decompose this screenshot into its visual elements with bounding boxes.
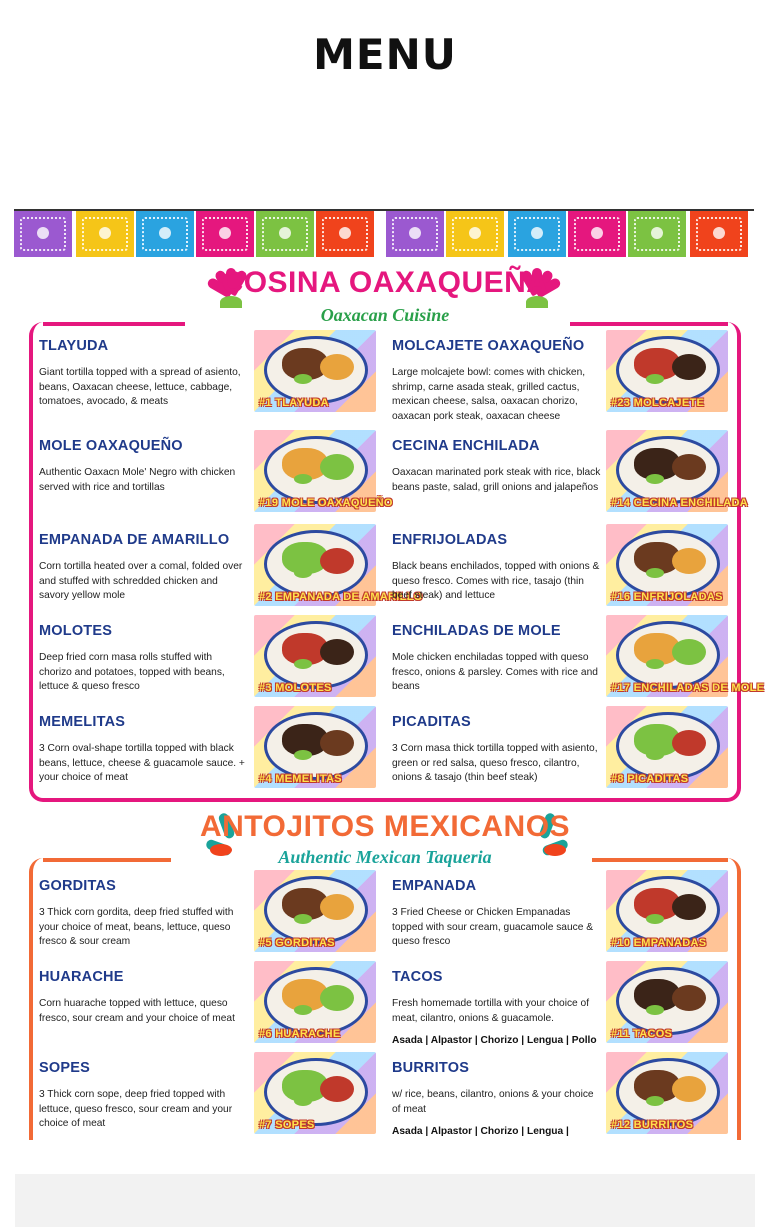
photo-caption: #2 EMPANADA DE AMARILLO (259, 591, 423, 603)
photo-caption: #17 ENCHILADAS DE MOLE (611, 682, 765, 694)
menu-item-name: TLAYUDA (39, 338, 109, 354)
menu-item-name: ENFRIJOLADAS (392, 532, 508, 548)
photo-caption: #8 PICADITAS (611, 773, 689, 785)
menu-item-photo (254, 706, 376, 788)
papel-picado-flag (76, 211, 134, 257)
antojitos-title: ANTOJITOS MEXICANOS (199, 810, 571, 843)
menu-item (392, 714, 602, 796)
antojitos-subtitle: Authentic Mexican Taqueria (278, 847, 492, 867)
photo-caption: #3 MOLOTES (259, 682, 332, 694)
photo-caption: #23 MOLCAJETE (611, 397, 705, 409)
papel-picado-flag (136, 211, 194, 257)
menu-item-photo (254, 1052, 376, 1134)
menu-item-description: Mole chicken enchiladas topped with queso fresco, onions & parsley. Comes with rice and beans (392, 652, 598, 692)
menu-item (39, 969, 247, 1051)
menu-item-description: 3 Corn oval-shape tortilla topped with black beans, lettuce, cheese & guacamole sauce. + your choice of meat (39, 743, 245, 783)
cosina-title: COSINA OAXAQUEÑA (221, 266, 549, 299)
photo-caption: #6 HUARACHE (259, 1028, 341, 1040)
papel-picado-flag (386, 211, 444, 257)
menu-item (39, 532, 247, 614)
photo-caption: #11 TACOS (611, 1028, 673, 1040)
menu-item-description: Authentic Oaxacn Mole' Negro with chicken served with rice and tortillas (39, 467, 236, 493)
papel-picado-flag (508, 211, 566, 257)
menu-item (39, 714, 247, 796)
papel-picado-flag (316, 211, 374, 257)
papel-picado-flag (628, 211, 686, 257)
papel-picado-flag (568, 211, 626, 257)
photo-caption: #1 TLAYUDA (259, 397, 329, 409)
menu-item-description: Corn tortilla heated over a comal, folded over and stuffed with schredded chicken and savory yellow mole (39, 561, 243, 601)
photo-caption: #16 ENFRIJOLADAS (611, 591, 723, 603)
menu-item (392, 438, 602, 520)
menu-item-photo (606, 524, 728, 606)
menu-item (392, 969, 602, 1051)
menu-item-name: GORDITAS (39, 878, 117, 894)
menu-item-photo (254, 524, 423, 606)
photo-caption: #4 MEMELITAS (259, 773, 342, 785)
menu-item-photo (606, 870, 728, 952)
menu-item (392, 532, 602, 614)
menu-item-name: CECINA ENCHILADA (392, 438, 540, 454)
menu-item-photo (254, 330, 376, 412)
menu-item-name: MEMELITAS (39, 714, 126, 730)
menu-item-description: 3 Thick corn gordita, deep fried stuffed with your choice of meat, beans, lettuce, queso fresco & sour cream (39, 907, 234, 947)
photo-caption: #7 SOPES (259, 1119, 315, 1131)
page-title: MENU (313, 30, 457, 79)
menu-item-name: EMPANADA (392, 878, 477, 894)
menu-item (392, 878, 602, 960)
menu-item-name: SOPES (39, 1060, 90, 1076)
menu-item-name: ENCHILADAS DE MOLE (392, 623, 561, 639)
papel-picado-flag (256, 211, 314, 257)
menu-item-description: 3 Corn masa thick tortilla topped with asiento, green or red salsa, queso fresco, cilantro, onions & tasajo (thin beef steak) (392, 743, 598, 783)
antojitos-frame-top-right (592, 858, 728, 862)
menu-item-name: MOLOTES (39, 623, 113, 639)
menu-item-description: Oaxacan marinated pork steak with rice, black beans paste, salad, grill onions and jalapeños (392, 467, 601, 493)
menu-item-description: 3 Thick corn sope, deep fried topped with lettuce, queso fresco, sour cream and your choice of meat (39, 1089, 233, 1129)
antojitos-frame-top-left (43, 858, 171, 862)
menu-item (39, 878, 247, 960)
menu-item-description: Giant tortilla topped with a spread of asiento, beans, Oaxacan cheese, lettuce, cabbage, tomatoes, avocado, & meats (39, 367, 241, 407)
menu-item-photo (606, 706, 728, 788)
papel-picado-banner (14, 205, 754, 263)
menu-item-meat-options: Asada | Alpastor | Chorizo | Lengua | (392, 1126, 569, 1137)
menu-item (39, 623, 247, 705)
menu-item-name: MOLCAJETE OAXAQUEÑO (392, 338, 585, 354)
cosina-subtitle: Oaxacan Cuisine (320, 305, 450, 325)
menu-item-name: BURRITOS (392, 1060, 470, 1076)
photo-caption: #10 EMPANADAS (611, 937, 707, 949)
menu-item-description: 3 Fried Cheese or Chicken Empanadas topped with sour cream, guacamole sauce & queso fresco (392, 907, 594, 947)
menu-item-name: EMPANADA DE AMARILLO (39, 532, 230, 548)
papel-picado-flag (690, 211, 748, 257)
menu-item-photo (254, 870, 376, 952)
menu-item-name: TACOS (392, 969, 443, 985)
menu-item-name: MOLE OAXAQUEÑO (39, 438, 183, 454)
menu-item-photo (606, 330, 728, 412)
photo-caption: #19 MOLE OAXAQUEÑO (259, 497, 393, 509)
menu-item-photo (254, 615, 376, 697)
menu-item-name: HUARACHE (39, 969, 124, 985)
papel-picado-flag (196, 211, 254, 257)
photo-caption: #12 BURRITOS (611, 1119, 694, 1131)
menu-item-description: Corn huarache topped with lettuce, queso fresco, sour cream and your choice of meat (39, 998, 235, 1024)
menu-item-photo (606, 615, 765, 697)
photo-caption: #14 CECINA ENCHILADA (611, 497, 749, 509)
menu-item-photo (254, 430, 393, 512)
menu-item-description: Fresh homemade tortilla with your choice of meat, cilantro, onions & guacamole. (392, 998, 590, 1024)
menu-item (39, 338, 247, 420)
menu-item-name: PICADITAS (392, 714, 471, 730)
photo-caption: #5 GORDITAS (259, 937, 335, 949)
menu-item (392, 1060, 602, 1142)
papel-picado-flag (446, 211, 504, 257)
menu-item (39, 438, 247, 520)
menu-item-description: Large molcajete bowl: comes with chicken, shrimp, carne asada steak, grilled cactus, mexican cheese, salsa, oaxacan chorizo, oaxacan pork steak, oaxacan cheese (392, 367, 586, 422)
menu-item (39, 1060, 247, 1142)
menu-item-meat-options: Asada | Alpastor | Chorizo | Lengua | Pollo (392, 1035, 597, 1046)
menu-item-description: Black beans enchilados, topped with onions & queso fresco. Comes with rice, tasajo (thin beef steak) and lettuce (392, 561, 600, 601)
cosina-frame-top-left (43, 322, 185, 326)
menu-item-photo (606, 1052, 728, 1134)
menu-item (392, 338, 602, 420)
menu-item-photo (606, 961, 728, 1043)
menu-item-description: w/ rice, beans, cilantro, onions & your choice of meat (392, 1089, 594, 1115)
menu-item-photo (254, 961, 376, 1043)
menu-item (392, 623, 602, 705)
papel-picado-flag (14, 211, 72, 257)
cosina-frame-top-right (570, 322, 728, 326)
footer-bar (15, 1174, 755, 1227)
menu-item-photo (606, 430, 749, 512)
menu-item-description: Deep fried corn masa rolls stuffed with chorizo and potatoes, topped with beans, lettuce & queso fresco (39, 652, 225, 692)
